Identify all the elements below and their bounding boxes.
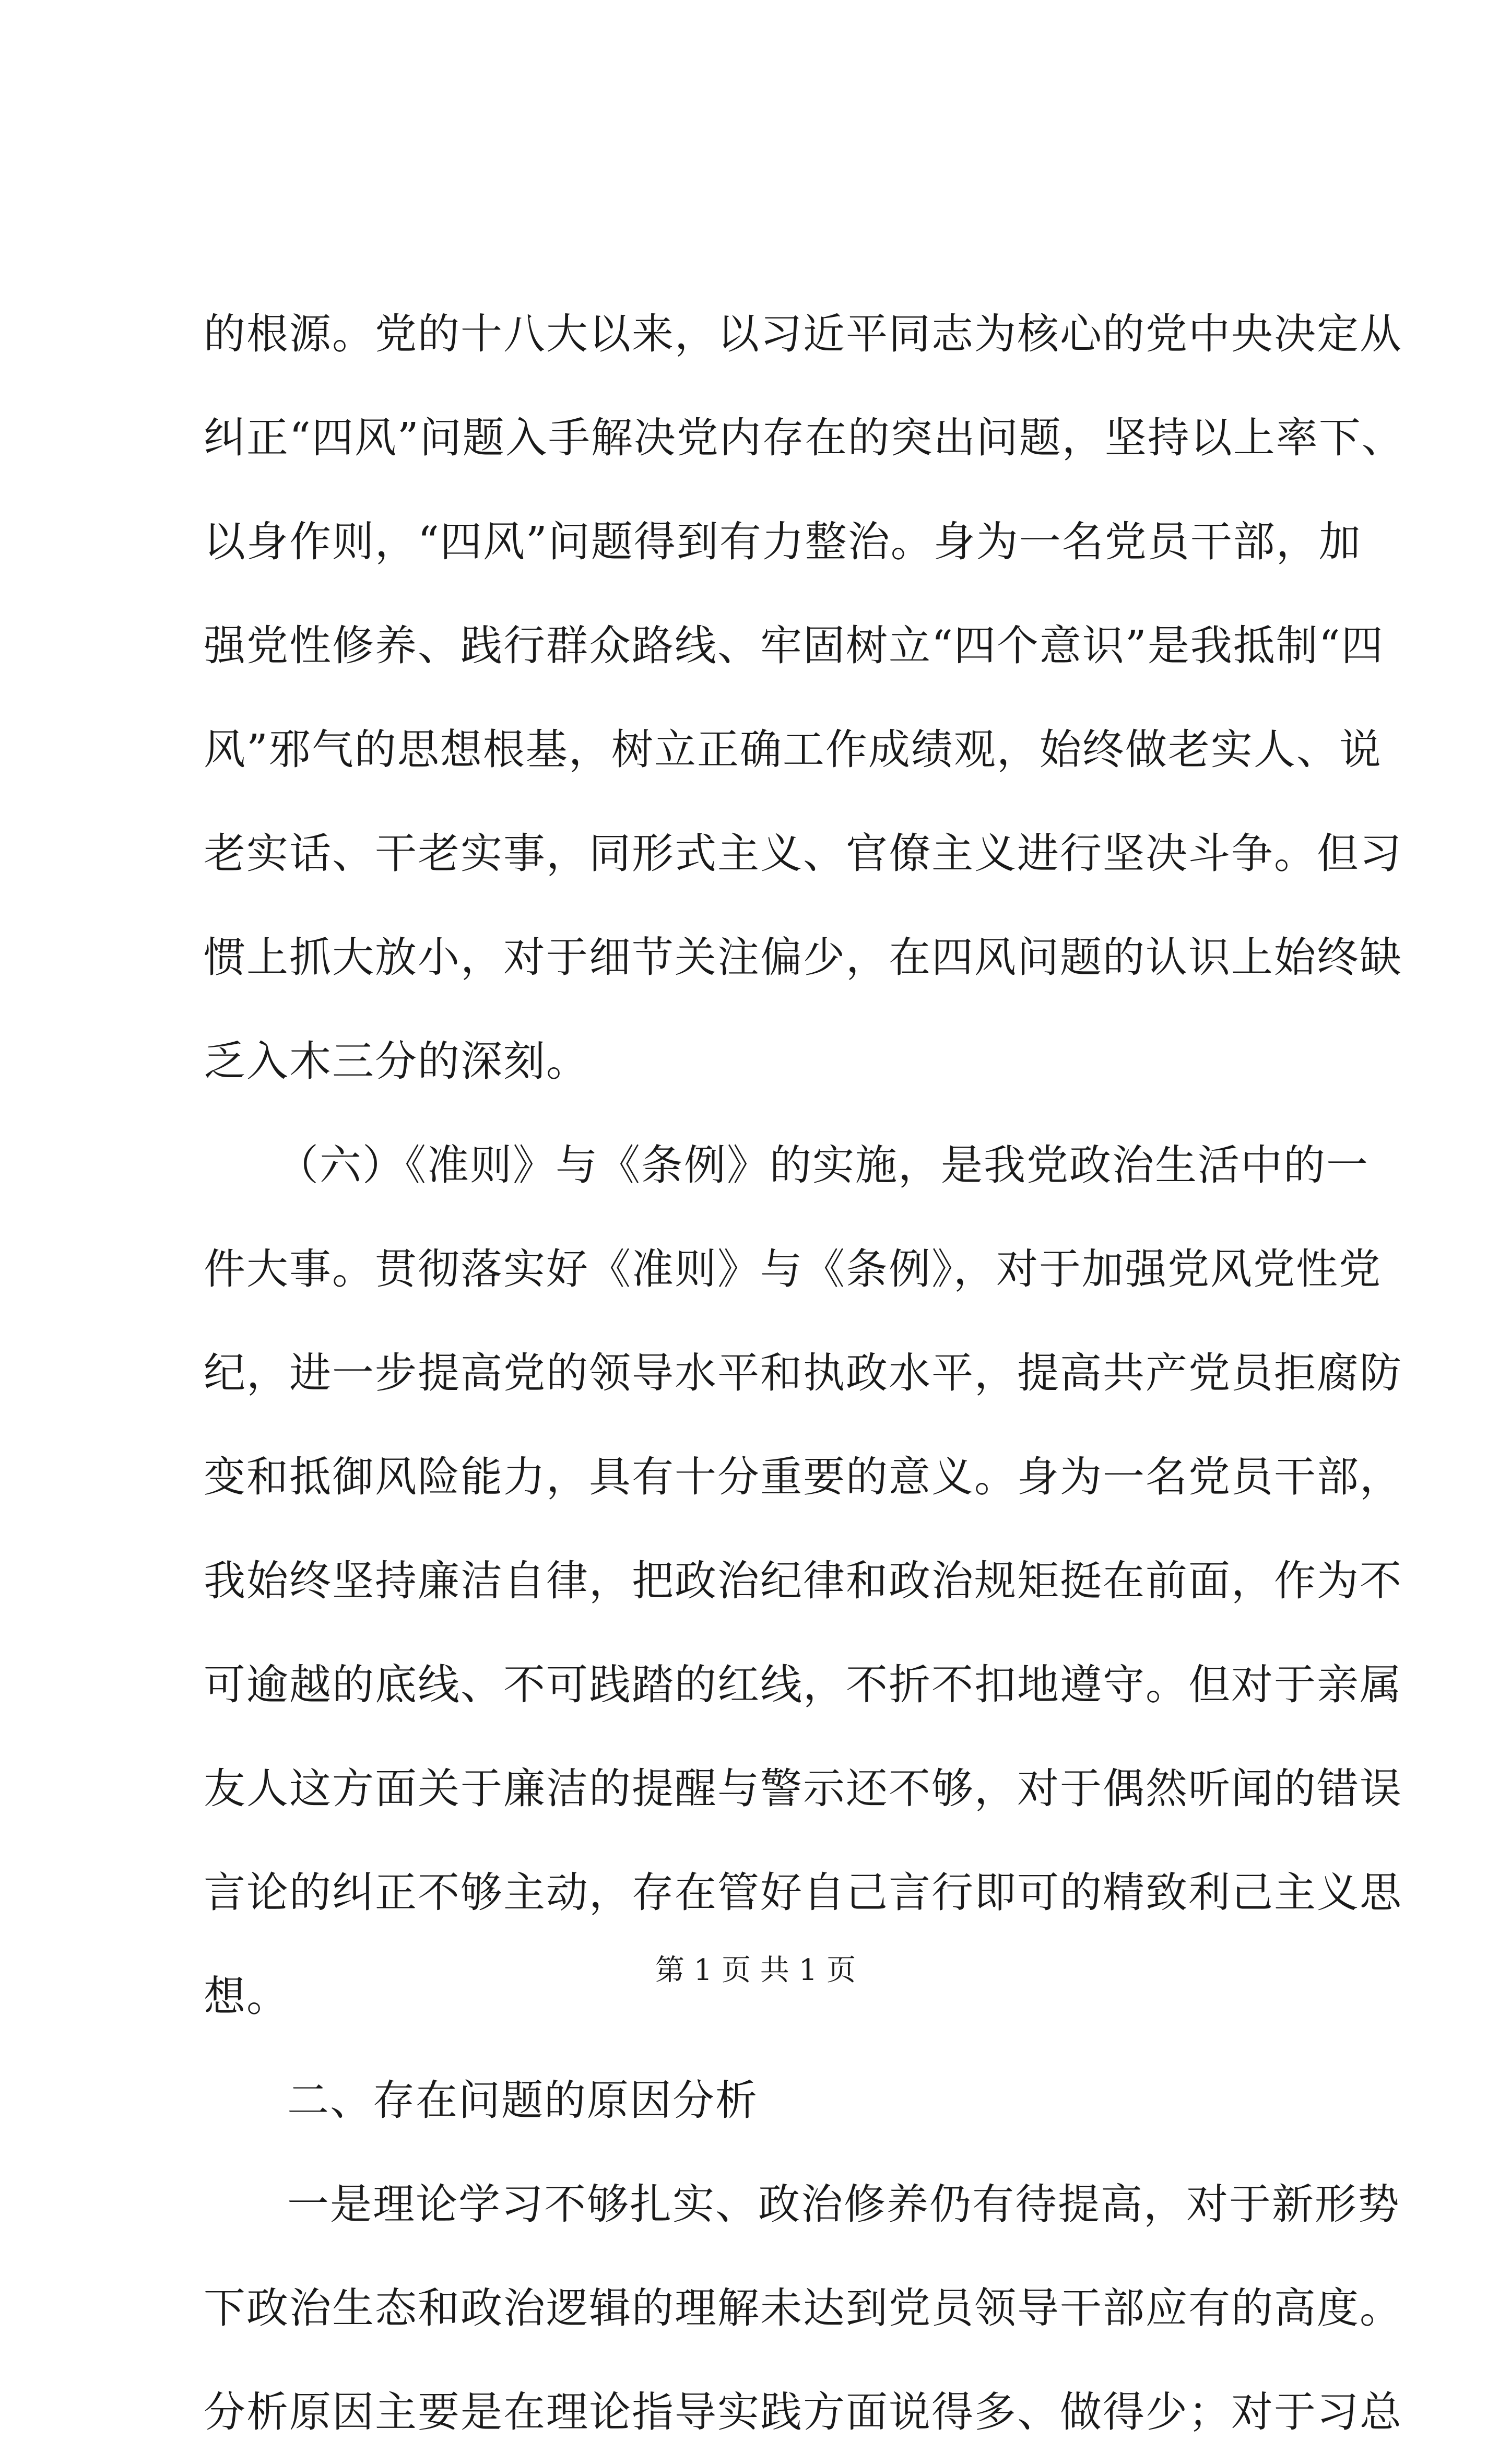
text-line: 友人这方面关于廉洁的提醒与警示还不够，对于偶然听闻的错误 <box>204 1764 1402 1813</box>
body-text <box>204 282 1404 2464</box>
text-line: 可逾越的底线、不可践踏的红线，不折不扣地遵守。但对于亲属 <box>204 1660 1402 1709</box>
text-line: 我始终坚持廉洁自律，把政治纪律和政治规矩挺在前面，作为不 <box>204 1557 1402 1605</box>
text-line: 分析原因主要是在理论指导实践方面说得多、做得少；对于习总 <box>204 2388 1402 2436</box>
text-line: 想。 <box>204 1972 289 2021</box>
text-line: 下政治生态和政治逻辑的理解未达到党员领导干部应有的高度。 <box>204 2284 1402 2332</box>
page-footer <box>0 1950 1511 1991</box>
section-heading-six: （六）《准则》与《条例》的实施，是我党政治生活中的一 <box>277 1141 1369 1189</box>
text-line: 的根源。党的十八大以来，以习近平同志为核心的党中央决定从 <box>204 310 1402 358</box>
text-line: 老实话、干老实事，同形式主义、官僚主义进行坚决斗争。但习 <box>204 829 1402 878</box>
text-line: 以身作则，“四风”问题得到有力整治。身为一名党员干部，加 <box>204 517 1362 566</box>
text-line: 言论的纠正不够主动，存在管好自己言行即可的精致利己主义思 <box>204 1868 1402 1917</box>
text-line: 一是理论学习不够扎实、政治修养仍有待提高，对于新形势 <box>287 2180 1400 2229</box>
text-line: 件大事。贯彻落实好《准则》与《条例》，对于加强党风党性党 <box>204 1245 1382 1293</box>
text-line: 乏入木三分的深刻。 <box>204 1037 589 1086</box>
section-heading-two: 二、存在问题的原因分析 <box>287 2076 758 2125</box>
text-line: 强党性修养、践行群众路线、牢固树立“四个意识”是我抵制“四 <box>204 621 1384 670</box>
page-number-label: 第 1 页 共 1 页 <box>655 1953 856 1987</box>
text-line: 纪，进一步提高党的领导水平和执政水平，提高共产党员拒腐防 <box>204 1349 1402 1397</box>
text-line: 风”邪气的思想根基，树立正确工作成绩观，始终做老实人、说 <box>204 725 1382 774</box>
text-line: 惯上抓大放小，对于细节关注偏少，在四风问题的认识上始终缺 <box>204 933 1402 982</box>
text-line: 变和抵御风险能力，具有十分重要的意义。身为一名党员干部， <box>204 1453 1402 1501</box>
text-line: 纠正“四风”问题入手解决党内存在的突出问题，坚持以上率下、 <box>204 414 1404 462</box>
